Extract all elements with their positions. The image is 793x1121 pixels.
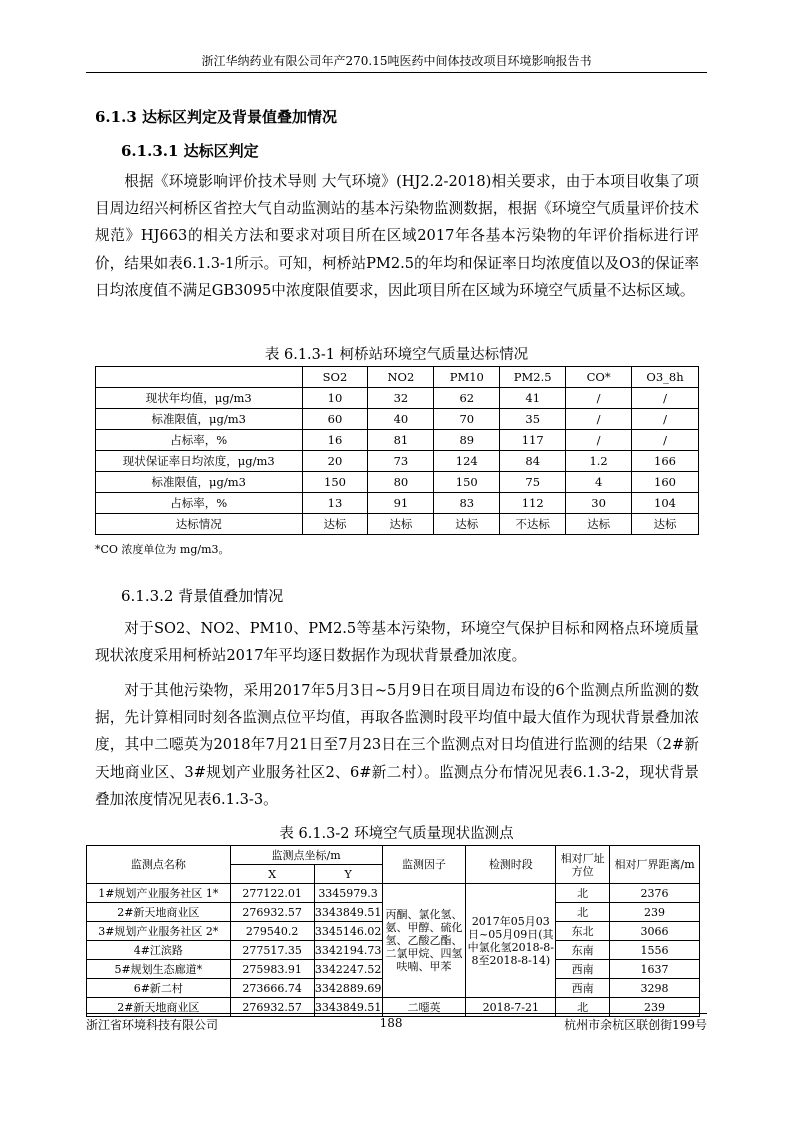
table-cell: 84 — [500, 451, 566, 472]
table-row — [96, 451, 699, 472]
table-cell: 10 — [302, 388, 368, 409]
header-cell: Y — [314, 865, 382, 884]
table-cell: 150 — [434, 472, 500, 493]
table-cell: 3#规划产业服务社区 2* — [87, 922, 231, 941]
table-cell: 现状年均值，μg/m3 — [96, 388, 303, 409]
table-row — [96, 388, 699, 409]
table-cell: 20 — [302, 451, 368, 472]
table-cell: 不达标 — [500, 514, 566, 535]
table-cell: 275983.91 — [230, 960, 314, 979]
table2-caption: 表 6.1.3-2 环境空气质量现状监测点 — [279, 826, 514, 842]
header-cell: O3_8h — [632, 367, 699, 388]
table-cell: 62 — [434, 388, 500, 409]
table-cell: 1#规划产业服务社区 1* — [87, 884, 231, 903]
table-row — [96, 430, 699, 451]
table-cell: 1.2 — [566, 451, 632, 472]
table-cell: 占标率，% — [96, 493, 303, 514]
table-cell: 丙酮、氯化氢、氨、甲醇、硫化氢、乙酸乙酯、二氯甲烷、四氢呋喃、甲苯 — [382, 884, 466, 998]
table-cell: 3343849.51 — [314, 903, 382, 922]
table-cell: 标准限值，μg/m3 — [96, 409, 303, 430]
page-header: 浙江华纳药业有限公司年产270.15吨医药中间体技改项目环境影响报告书 — [86, 52, 707, 73]
table-cell: 3342247.52 — [314, 960, 382, 979]
table-cell: 239 — [610, 903, 700, 922]
table-cell: 3345146.02 — [314, 922, 382, 941]
table-cell: 1556 — [610, 941, 700, 960]
table-monitoring-points — [86, 845, 700, 1017]
table-cell: 277517.35 — [230, 941, 314, 960]
header-cell — [96, 367, 303, 388]
table-cell: 41 — [500, 388, 566, 409]
footer-company: 浙江省环境科技有限公司 — [86, 1018, 219, 1032]
table-cell: 35 — [500, 409, 566, 430]
header-cell: 监测点坐标/m — [230, 846, 382, 865]
table-cell: 3342194.73 — [314, 941, 382, 960]
table-cell: 5#规划生态廊道* — [87, 960, 231, 979]
table-header-row — [96, 367, 699, 388]
table-cell: 3298 — [610, 979, 700, 998]
header-cell: NO2 — [368, 367, 434, 388]
header-cell: 监测点名称 — [87, 846, 231, 884]
table-cell: 2376 — [610, 884, 700, 903]
paragraph-1: 根据《环境影响评价技术导则 大气环境》(HJ2.2-2018)相关要求，由于本项目收集了项目周边绍兴柯桥区省控大气自动监测站的基本污染物监测数据，根据《环境空气质量评价技术规范》HJ663的相关方法和要求对项目所在区域2017年各基本污染物的年评价指标进行评价，结果如表6.1.3-1所示。可知，柯桥站PM2.5的年均和保证率日均浓度值以及O3的保证率日均浓度值不满足GB3095中浓度限值要求，因此项目所在区域为环境空气质量不达标区域。 — [95, 173, 699, 299]
table-cell: 4 — [566, 472, 632, 493]
table-cell: 279540.2 — [230, 922, 314, 941]
table-cell: 83 — [434, 493, 500, 514]
table1-caption: 表 6.1.3-1 柯桥站环境空气质量达标情况 — [264, 347, 529, 363]
table-cell: 16 — [302, 430, 368, 451]
table-attainment — [95, 366, 699, 535]
table-cell: 239 — [610, 998, 700, 1017]
subsection-title: 6.1.3.1 达标区判定 — [121, 142, 259, 160]
table-row — [87, 884, 700, 903]
table-cell: 西南 — [556, 979, 610, 998]
table-cell: 达标 — [434, 514, 500, 535]
table-cell: 2018-7-21 — [466, 998, 556, 1017]
table-cell: 4#江滨路 — [87, 941, 231, 960]
header-cell: PM10 — [434, 367, 500, 388]
table-cell: 112 — [500, 493, 566, 514]
table-cell: / — [566, 388, 632, 409]
table-cell: / — [566, 409, 632, 430]
table-cell: 75 — [500, 472, 566, 493]
table-cell: 达标 — [566, 514, 632, 535]
page-footer — [86, 1013, 707, 1033]
table-cell: 现状保证率日均浓度，μg/m3 — [96, 451, 303, 472]
table1-note: *CO 浓度单位为 mg/m3。 — [95, 543, 230, 556]
table-cell: 13 — [302, 493, 368, 514]
table-cell: 达标 — [302, 514, 368, 535]
table-cell: 3345979.3 — [314, 884, 382, 903]
table-cell: / — [632, 409, 699, 430]
table-cell: 277122.01 — [230, 884, 314, 903]
paragraph-3: 对于其他污染物，采用2017年5月3日~5月9日在项目周边布设的6个监测点所监测的数据，先计算相同时刻各监测点位平均值，再取各监测时段平均值中最大值作为现状背景叠加浓度，其中二噁英为2018年7月21日至7月23日在三个监测点对日均值进行监测的结果（2#新天地商业区、3#规划产业服务社区2、6#新二村）。监测点分布情况见表6.1.3-2，现状背景叠加浓度情况见表6.1.3-3。 — [95, 682, 699, 808]
table-cell: 89 — [434, 430, 500, 451]
table-cell: / — [632, 388, 699, 409]
header-cell: SO2 — [302, 367, 368, 388]
table-cell: 3066 — [610, 922, 700, 941]
table-cell: 60 — [302, 409, 368, 430]
table-cell: 达标 — [632, 514, 699, 535]
table-cell: 276932.57 — [230, 998, 314, 1017]
table-row — [96, 514, 699, 535]
footer-address: 杭州市余杭区联创街199号 — [564, 1018, 707, 1032]
table-cell: 北 — [556, 998, 610, 1017]
header-cell: PM2.5 — [500, 367, 566, 388]
table-cell: 二噁英 — [382, 998, 466, 1017]
table-cell: 124 — [434, 451, 500, 472]
table-cell: 3342889.69 — [314, 979, 382, 998]
table-cell: 西南 — [556, 960, 610, 979]
table-cell: 达标情况 — [96, 514, 303, 535]
table-cell: 73 — [368, 451, 434, 472]
table-cell: 104 — [632, 493, 699, 514]
table-cell: 273666.74 — [230, 979, 314, 998]
table-cell: 80 — [368, 472, 434, 493]
table-cell: 160 — [632, 472, 699, 493]
page-number: 188 — [379, 1016, 403, 1030]
table-cell: 81 — [368, 430, 434, 451]
table-cell: 3343849.51 — [314, 998, 382, 1017]
header-cell: CO* — [566, 367, 632, 388]
table-cell: 1637 — [610, 960, 700, 979]
table-row — [96, 409, 699, 430]
table-cell: 6#新二村 — [87, 979, 231, 998]
table-cell: 占标率，% — [96, 430, 303, 451]
table-cell: 北 — [556, 903, 610, 922]
table-cell: / — [566, 430, 632, 451]
paragraph-2: 对于SO2、NO2、PM10、PM2.5等基本污染物，环境空气保护目标和网格点环境质量现状浓度采用柯桥站2017年平均逐日数据作为现状背景叠加浓度。 — [95, 620, 699, 665]
table-row — [96, 493, 699, 514]
table-cell: 东南 — [556, 941, 610, 960]
table-cell: 达标 — [368, 514, 434, 535]
table-row — [96, 472, 699, 493]
table-cell: 150 — [302, 472, 368, 493]
header-cell: 相对厂址方位 — [556, 846, 610, 884]
section-title: 6.1.3 达标区判定及背景值叠加情况 — [95, 108, 337, 126]
header-cell: 监测因子 — [382, 846, 466, 884]
table-cell: 70 — [434, 409, 500, 430]
header-cell: X — [230, 865, 314, 884]
table-cell: / — [632, 430, 699, 451]
table-cell: 东北 — [556, 922, 610, 941]
table-cell: 91 — [368, 493, 434, 514]
table-cell: 117 — [500, 430, 566, 451]
table-cell: 2#新天地商业区 — [87, 998, 231, 1017]
table-cell: 北 — [556, 884, 610, 903]
table-cell: 32 — [368, 388, 434, 409]
table-header-row — [87, 846, 700, 865]
table-cell: 2017年05月03日~05月09日(其中氯化氢2018-8-8至2018-8-14) — [466, 884, 556, 998]
subsection2-title: 6.1.3.2 背景值叠加情况 — [121, 587, 284, 605]
table-cell: 276932.57 — [230, 903, 314, 922]
header-cell: 相对厂界距离/m — [610, 846, 700, 884]
header-cell: 检测时段 — [466, 846, 556, 884]
table-cell: 2#新天地商业区 — [87, 903, 231, 922]
table-cell: 30 — [566, 493, 632, 514]
table-cell: 40 — [368, 409, 434, 430]
table-cell: 166 — [632, 451, 699, 472]
table-cell: 标准限值，μg/m3 — [96, 472, 303, 493]
